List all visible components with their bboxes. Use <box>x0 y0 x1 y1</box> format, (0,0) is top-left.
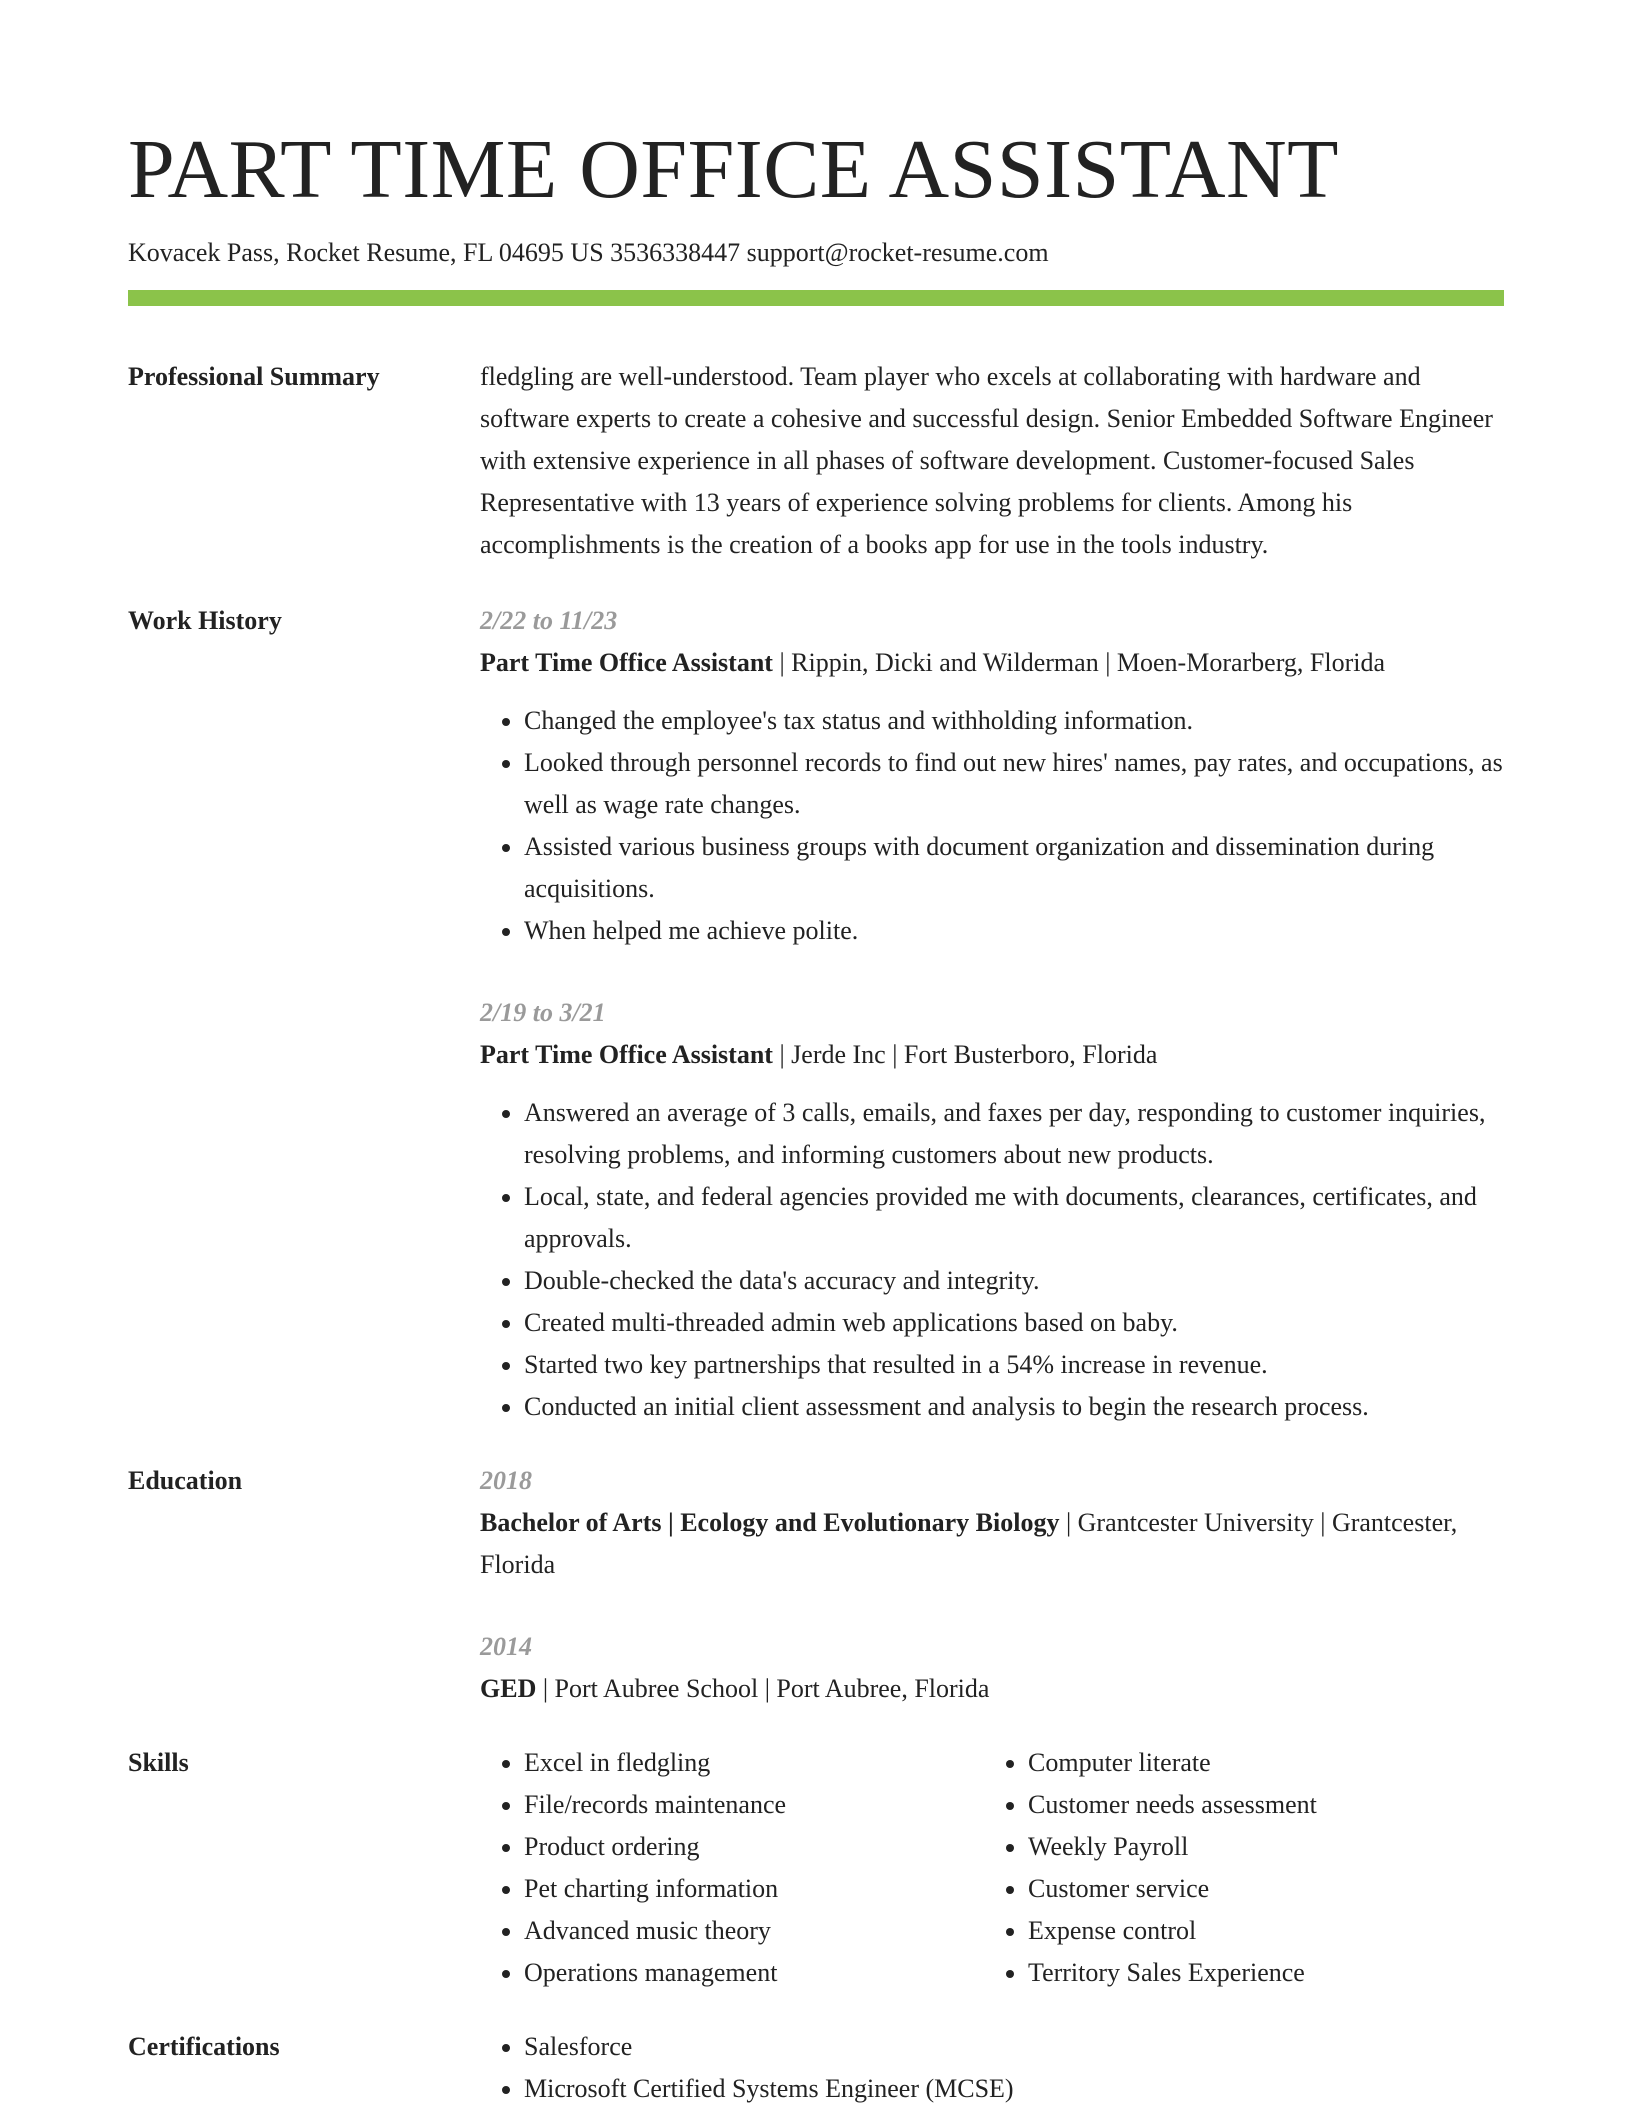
job-bullets <box>480 1092 1504 1428</box>
list-item: • Conducted an initial client assessment and analysis to begin the research process. <box>524 1386 1504 1428</box>
contact-line: Kovacek Pass, Rocket Resume, FL 04695 US 3536338447 support@rocket-resume.com <box>128 238 1049 267</box>
list-item: • Operations management <box>524 1952 984 1994</box>
list-item: • Double-checked the data's accuracy and integrity. <box>524 1260 1504 1302</box>
list-item: • Product ordering <box>524 1826 984 1868</box>
list-item: • Excel in fledgling <box>524 1742 984 1784</box>
resume-page <box>128 0 1504 2110</box>
list-item: • File/records maintenance <box>524 1784 984 1826</box>
list-item: • Computer literate <box>1028 1742 1488 1784</box>
list-item: • Advanced music theory <box>524 1910 984 1952</box>
list-item: • Changed the employee's tax status and withholding information. <box>524 700 1504 742</box>
certifications-list <box>480 2026 1504 2110</box>
job-entry <box>480 600 1504 952</box>
certifications-section <box>128 2026 1504 2110</box>
skills-heading: Skills <box>128 1748 189 1777</box>
list-item: • Territory Sales Experience <box>1028 1952 1488 1994</box>
job-dates: 2/22 to 11/23 <box>480 606 618 635</box>
job-role-line <box>480 1034 1504 1076</box>
list-item: • Local, state, and federal agencies provided me with documents, clearances, certificates, and approvals. <box>524 1176 1504 1260</box>
education-line <box>480 1502 1504 1586</box>
job-role-line <box>480 642 1504 684</box>
list-item: • When helped me achieve polite. <box>524 910 1504 952</box>
list-item: • Started two key partnerships that resulted in a 54% increase in revenue. <box>524 1344 1504 1386</box>
work-history-section <box>128 600 1504 1428</box>
education-degree: Bachelor of Arts | Ecology and Evolutionary Biology <box>480 1508 1060 1537</box>
skills-section <box>128 1742 1504 1994</box>
list-item: • Assisted various business groups with document organization and dissemination during acquisitions. <box>524 826 1504 910</box>
education-heading: Education <box>128 1466 243 1495</box>
job-bullets <box>480 700 1504 952</box>
job-title: Part Time Office Assistant <box>480 648 773 677</box>
list-item: • Salesforce <box>524 2026 1504 2068</box>
education-year: 2018 <box>480 1466 532 1495</box>
skills-columns <box>480 1742 1504 1994</box>
list-item: • Answered an average of 3 calls, emails, and faxes per day, responding to customer inquiries, resolving problems, and informing customers about new products. <box>524 1092 1504 1176</box>
education-details: | Grantcester University | Grantcester, Florida <box>480 1508 1458 1579</box>
list-item: • Weekly Payroll <box>1028 1826 1488 1868</box>
list-item: • Customer service <box>1028 1868 1488 1910</box>
skills-body <box>480 1742 1504 1994</box>
list-item: • Microsoft Certified Systems Engineer (MCSE) <box>524 2068 1504 2110</box>
summary-section <box>128 356 1504 566</box>
list-item: • Pet charting information <box>524 1868 984 1910</box>
job-entry <box>480 992 1504 1428</box>
summary-heading: Professional Summary <box>128 362 380 391</box>
education-line <box>480 1668 1504 1710</box>
resume-title: PART TIME OFFICE ASSISTANT <box>128 123 1339 216</box>
list-item: • Looked through personnel records to find out new hires' names, pay rates, and occupations, as well as wage rate changes. <box>524 742 1504 826</box>
work-history-heading: Work History <box>128 606 282 635</box>
job-details: | Jerde Inc | Fort Busterboro, Florida <box>772 1040 1158 1069</box>
skills-list-right <box>984 1742 1488 1994</box>
job-dates: 2/19 to 3/21 <box>480 998 606 1027</box>
education-degree: GED <box>480 1674 537 1703</box>
education-entry <box>480 1460 1504 1586</box>
work-history-body <box>480 600 1504 1428</box>
education-section <box>128 1460 1504 1710</box>
skills-list-left <box>480 1742 984 1994</box>
certifications-heading: Certifications <box>128 2032 280 2061</box>
list-item: • Customer needs assessment <box>1028 1784 1488 1826</box>
accent-divider <box>128 290 1504 306</box>
education-entry <box>480 1626 1504 1710</box>
list-item: • Expense control <box>1028 1910 1488 1952</box>
job-title: Part Time Office Assistant <box>480 1040 773 1069</box>
education-year: 2014 <box>480 1632 532 1661</box>
list-item: • Created multi-threaded admin web applications based on baby. <box>524 1302 1504 1344</box>
education-details: | Port Aubree School | Port Aubree, Florida <box>536 1674 990 1703</box>
summary-text: fledgling are well-understood. Team player who excels at collaborating with hardware and software experts to create a cohesive and successful design. Senior Embedded Software Engineer with extensive experience in all phases of software development. Customer-focused Sales Representative with 13 years of experience solving problems for clients. Among his accomplishments is the creation of a books app for use in the tools industry. <box>480 362 1493 559</box>
certifications-body <box>480 2026 1504 2110</box>
education-body <box>480 1460 1504 1710</box>
job-details: | Rippin, Dicki and Wilderman | Moen-Morarberg, Florida <box>772 648 1386 677</box>
